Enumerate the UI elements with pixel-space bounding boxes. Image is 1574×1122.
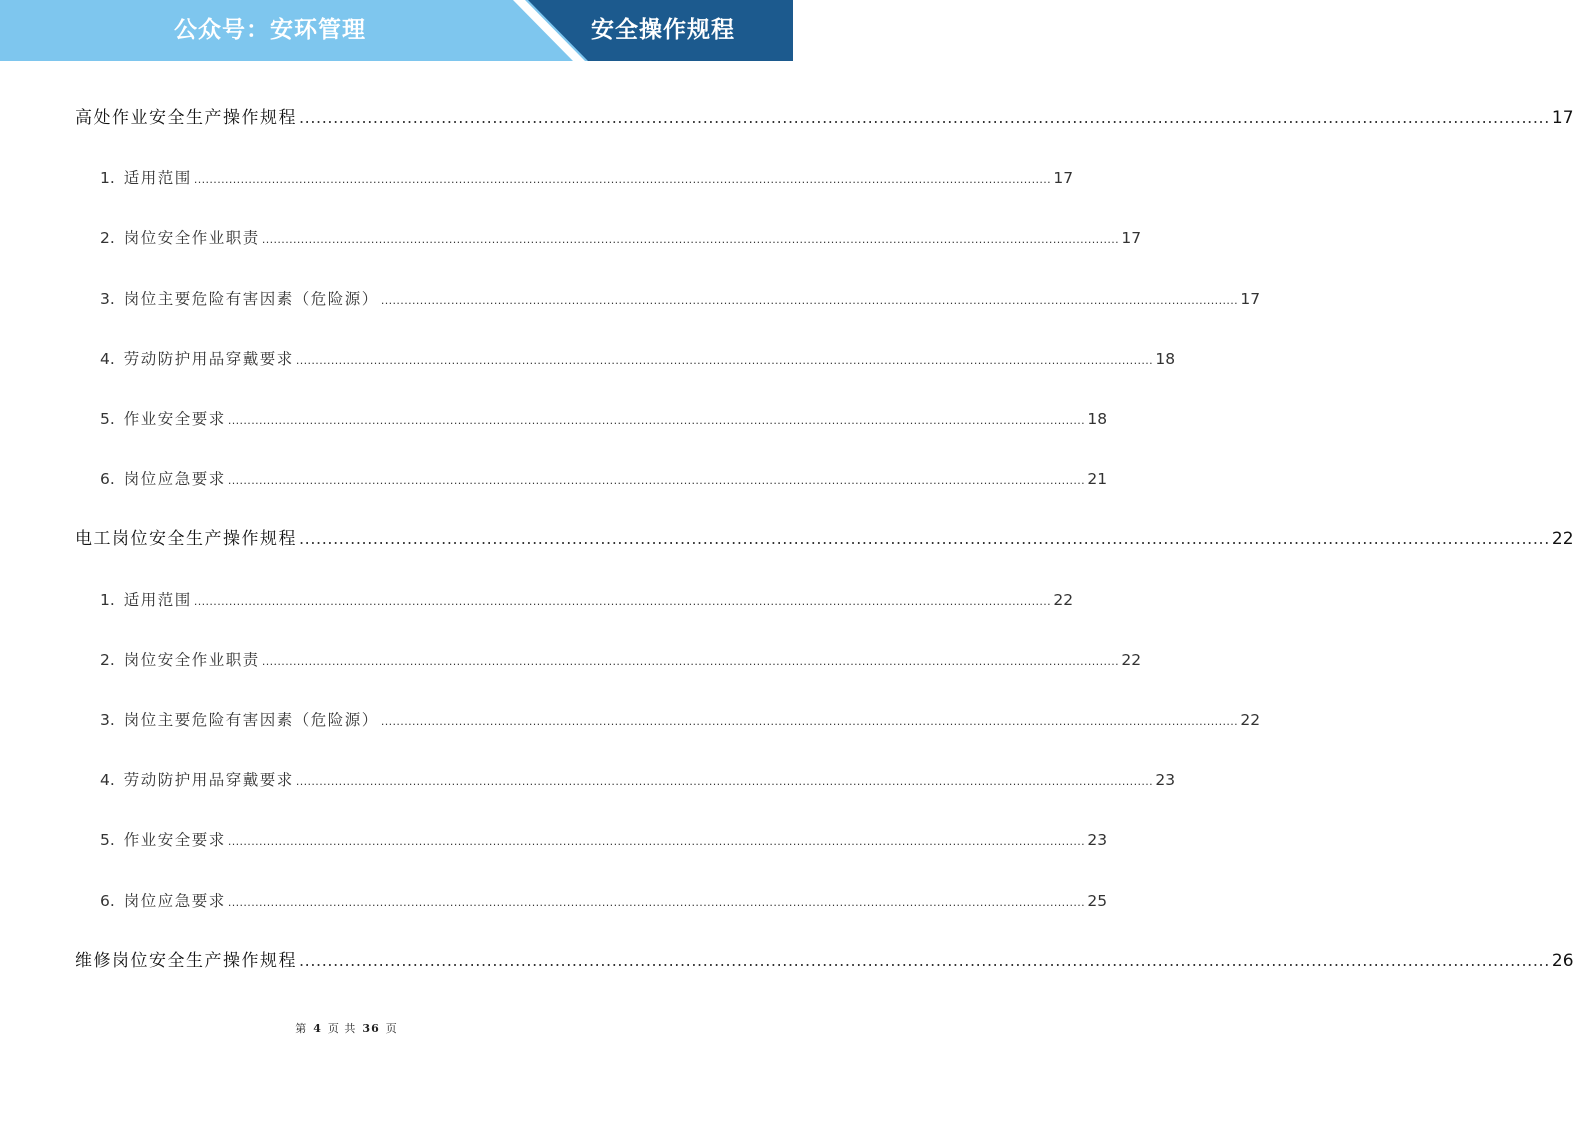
toc-entry-title: 岗位应急要求 bbox=[123, 470, 226, 489]
toc-page-number: 17 bbox=[1240, 289, 1261, 308]
toc-page-number: 17 bbox=[1551, 108, 1574, 128]
toc-dot-leader: ............................................................................................................................................................................................................................ bbox=[299, 108, 1550, 127]
toc-entry-title: 适用范围 bbox=[123, 590, 192, 609]
footer-page-number: 4 bbox=[313, 1022, 322, 1035]
toc-page-number: 26 bbox=[1551, 950, 1574, 971]
toc-entry-number: 2. bbox=[100, 229, 115, 248]
toc-page-number: 21 bbox=[1087, 470, 1108, 489]
toc-entry-number: 5. bbox=[100, 831, 115, 850]
toc-chapter-entry[interactable] bbox=[75, 105, 1574, 131]
toc-page-number: 23 bbox=[1087, 831, 1108, 850]
toc-entry-title: 岗位安全作业职责 bbox=[123, 650, 260, 669]
header-right-title: 安全操作规程 bbox=[591, 17, 735, 43]
toc-entry-number: 6. bbox=[100, 891, 115, 910]
toc-dot-leader: ............................................................................................................................................................................................................................ bbox=[227, 414, 1086, 427]
toc-page-number: 22 bbox=[1053, 590, 1074, 609]
toc-page-number: 18 bbox=[1087, 410, 1108, 428]
toc-section-entry[interactable] bbox=[100, 767, 1176, 793]
toc-entry-title: 劳动防护用品穿戴要求 bbox=[123, 771, 294, 790]
footer-middle: 页 共 bbox=[327, 1022, 357, 1035]
toc-chapter-entry[interactable] bbox=[75, 526, 1574, 552]
toc-section-entry[interactable] bbox=[100, 587, 1074, 613]
footer-total-pages: 36 bbox=[362, 1022, 380, 1035]
toc-page-number: 18 bbox=[1155, 349, 1176, 368]
footer-prefix: 第 bbox=[295, 1022, 308, 1035]
toc-dot-leader: ............................................................................................................................................................................................................................ bbox=[193, 173, 1052, 187]
toc-dot-leader: ............................................................................................................................................................................................................................ bbox=[295, 775, 1154, 789]
toc-section-entry[interactable] bbox=[100, 707, 1261, 733]
toc-dot-leader: ............................................................................................................................................................................................................................ bbox=[261, 233, 1120, 247]
toc-entry-title: 电工岗位安全生产操作规程 bbox=[75, 529, 297, 550]
toc-dot-leader: ............................................................................................................................................................................................................................ bbox=[261, 654, 1120, 668]
toc-page-number: 17 bbox=[1053, 169, 1074, 188]
toc-section-entry[interactable] bbox=[100, 286, 1261, 312]
toc-dot-leader: ............................................................................................................................................................................................................................ bbox=[299, 529, 1550, 549]
toc-entry-number: 1. bbox=[100, 590, 115, 609]
toc-section-entry[interactable] bbox=[100, 827, 1108, 853]
toc-section-entry[interactable] bbox=[100, 406, 1108, 432]
toc-entry-title: 岗位主要危险有害因素（危险源） bbox=[123, 289, 379, 308]
toc-entry-number: 4. bbox=[100, 349, 115, 368]
toc-entry-number: 1. bbox=[100, 169, 115, 188]
toc-entry-title: 作业安全要求 bbox=[123, 410, 226, 428]
toc-entry-title: 高处作业安全生产操作规程 bbox=[75, 108, 297, 128]
toc-section-entry[interactable] bbox=[100, 346, 1176, 372]
toc-page-number: 22 bbox=[1240, 711, 1261, 729]
toc-entry-number: 6. bbox=[100, 470, 115, 489]
toc-dot-leader: ............................................................................................................................................................................................................................ bbox=[299, 950, 1550, 970]
toc-entry-title: 劳动防护用品穿戴要求 bbox=[123, 349, 294, 368]
toc-dot-leader: ............................................................................................................................................................................................................................ bbox=[380, 715, 1239, 728]
header-left-title: 公众号：安环管理 bbox=[174, 17, 366, 43]
toc-entry-number: 2. bbox=[100, 650, 115, 669]
toc-entry-number: 5. bbox=[100, 410, 115, 428]
toc-dot-leader: ............................................................................................................................................................................................................................ bbox=[227, 895, 1086, 909]
toc-entry-title: 岗位安全作业职责 bbox=[123, 229, 260, 248]
toc-dot-leader: ............................................................................................................................................................................................................................ bbox=[380, 293, 1239, 307]
toc-page-number: 22 bbox=[1551, 529, 1574, 550]
toc-section-entry[interactable] bbox=[100, 165, 1074, 191]
toc-entry-number: 3. bbox=[100, 289, 115, 308]
toc-entry-title: 维修岗位安全生产操作规程 bbox=[75, 950, 297, 971]
toc-page-number: 25 bbox=[1087, 891, 1108, 910]
toc-section-entry[interactable] bbox=[100, 225, 1142, 251]
toc-entry-title: 作业安全要求 bbox=[123, 831, 226, 850]
page-footer bbox=[0, 1020, 693, 1036]
toc-section-entry[interactable] bbox=[100, 466, 1108, 492]
footer-suffix: 页 bbox=[385, 1022, 398, 1035]
toc-entry-title: 岗位应急要求 bbox=[123, 891, 226, 910]
toc-page-number: 23 bbox=[1155, 771, 1176, 790]
toc-dot-leader: ............................................................................................................................................................................................................................ bbox=[227, 474, 1086, 488]
toc-page-number: 22 bbox=[1121, 650, 1142, 669]
toc-dot-leader: ............................................................................................................................................................................................................................ bbox=[227, 835, 1086, 849]
toc-page-number: 17 bbox=[1121, 229, 1142, 248]
toc-section-entry[interactable] bbox=[100, 888, 1108, 914]
toc-dot-leader: ............................................................................................................................................................................................................................ bbox=[193, 594, 1052, 608]
toc-entry-number: 4. bbox=[100, 771, 115, 790]
toc-entry-number: 3. bbox=[100, 711, 115, 729]
toc-entry-title: 适用范围 bbox=[123, 169, 192, 188]
toc-section-entry[interactable] bbox=[100, 647, 1142, 673]
toc-dot-leader: ............................................................................................................................................................................................................................ bbox=[295, 353, 1154, 367]
toc-chapter-entry[interactable] bbox=[75, 948, 1574, 974]
toc-entry-title: 岗位主要危险有害因素（危险源） bbox=[123, 711, 379, 729]
